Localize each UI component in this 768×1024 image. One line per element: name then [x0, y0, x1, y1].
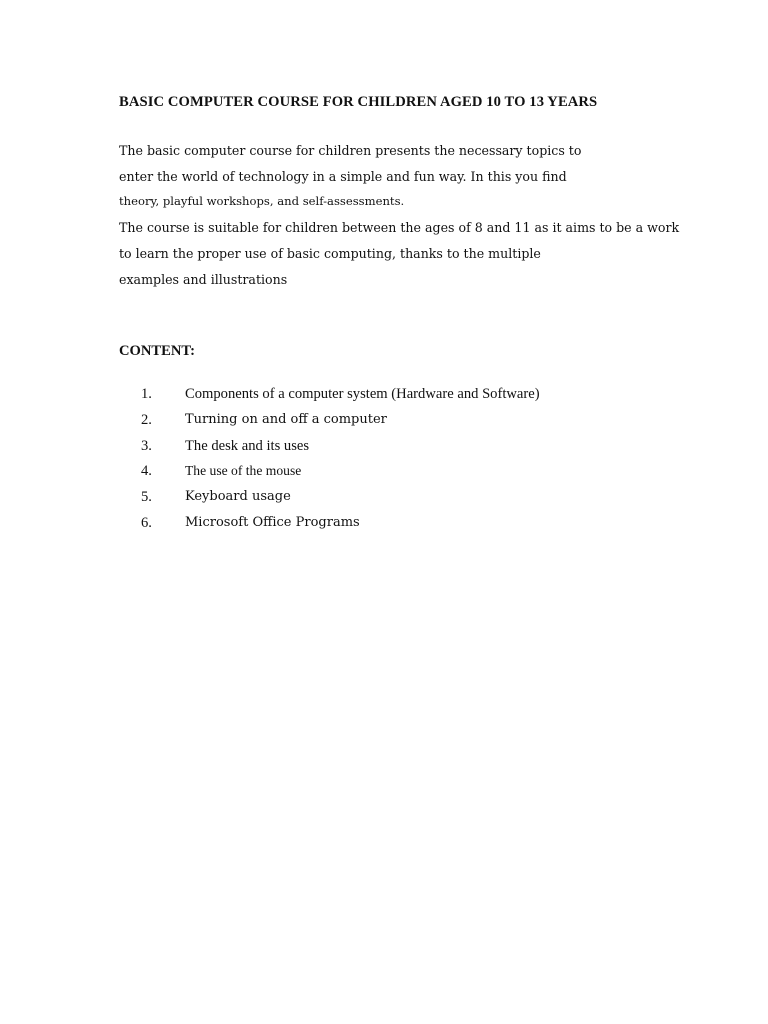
intro-line: The course is suitable for children between the ages of 8 and 11 as it aims to be a work	[119, 220, 680, 236]
list-item-text: Keyboard usage	[185, 489, 291, 505]
document-title: BASIC COMPUTER COURSE FOR CHILDREN AGED 10 TO 13 YEARS	[119, 94, 598, 110]
intro-line: enter the world of technology in a simple and fun way. In this you find	[119, 168, 567, 184]
intro-paragraph	[119, 138, 679, 292]
list-item-number: 1.	[141, 386, 152, 402]
list-item-number: 3.	[141, 437, 152, 454]
list-item-number: 4.	[141, 463, 152, 480]
intro-line: The basic computer course for children presents the necessary topics to	[119, 143, 582, 158]
list-item-text: Turning on and off a computer	[185, 411, 387, 427]
list-item-number: 2.	[141, 411, 152, 428]
list-item-text: Components of a computer system (Hardware and Software)	[185, 386, 540, 402]
intro-line: examples and illustrations	[119, 271, 288, 287]
list-item-text: The desk and its uses	[185, 437, 310, 454]
content-heading: CONTENT:	[119, 343, 195, 359]
intro-line: to learn the proper use of basic computing, thanks to the multiple	[119, 245, 541, 261]
intro-line: theory, playful workshops, and self-assessments.	[119, 194, 405, 209]
list-item-number: 6.	[141, 514, 152, 531]
list-item-number: 5.	[141, 489, 152, 506]
list-item-text: The use of the mouse	[185, 463, 302, 479]
list-item-text: Microsoft Office Programs	[185, 514, 360, 530]
